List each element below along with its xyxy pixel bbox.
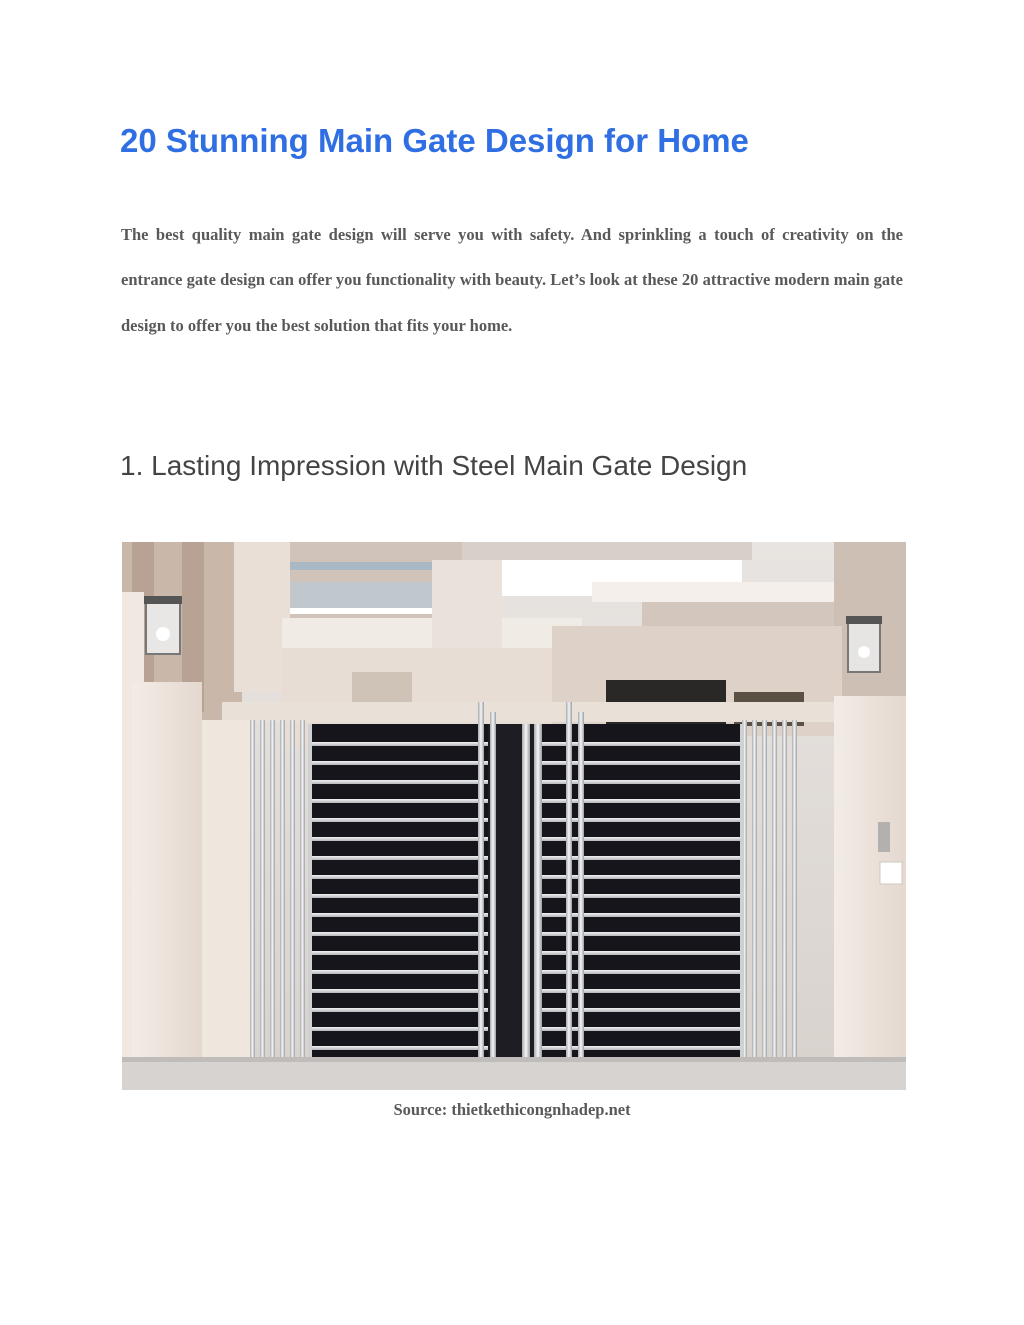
steel-gate-photo	[122, 542, 906, 1090]
page-title: 20 Stunning Main Gate Design for Home	[120, 122, 749, 159]
image-caption: Source: thietkethicongnhadep.net	[393, 1100, 631, 1119]
gate-illustration	[122, 542, 906, 1090]
section-heading: 1. Lasting Impression with Steel Main Gate Design	[120, 450, 748, 481]
intro-paragraph: The best quality main gate design will serve you with safety. And sprinkling a touch of creativity on the entrance gate design can offer you functionality with beauty. Let’s look at these 20 attractive modern main gate design to offer you the best solution that fits your home.	[121, 225, 903, 335]
